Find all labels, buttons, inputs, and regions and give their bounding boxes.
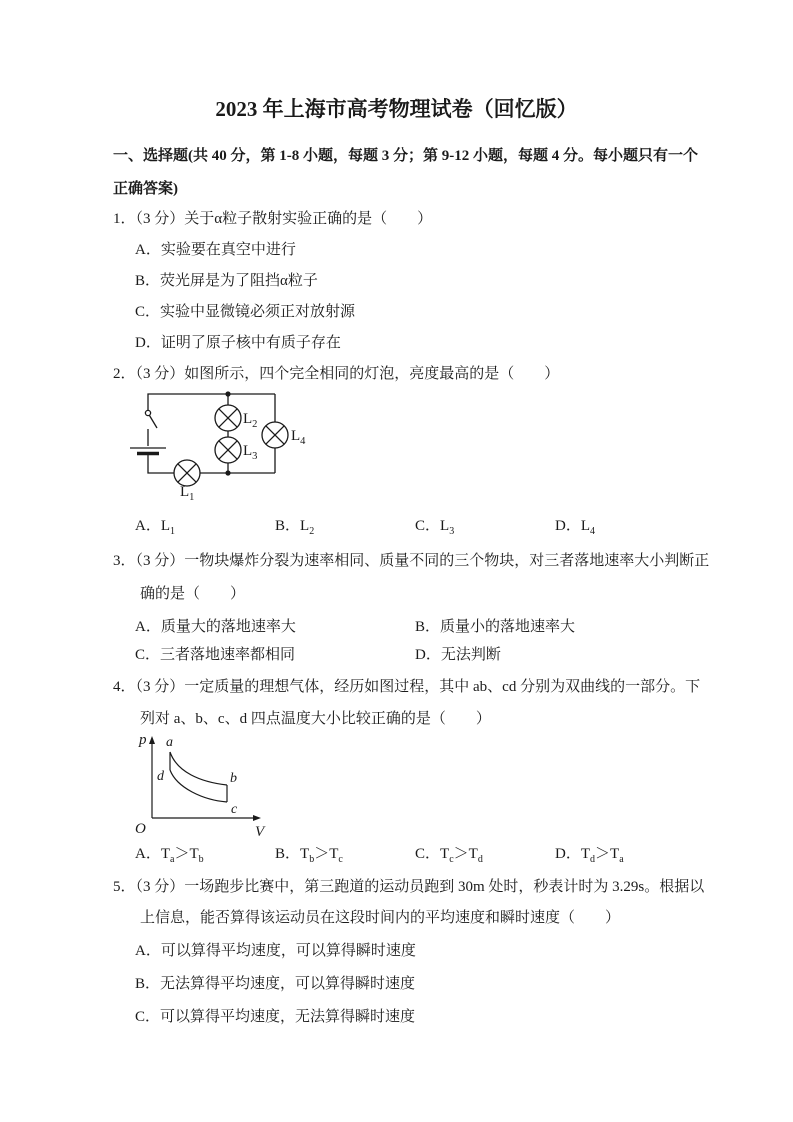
question-5-stem-line1: 5．（3 分）一场跑步比赛中，第三跑道的运动员跑到 30m 处时，秒表计时为 3.29s。根据以 xyxy=(113,879,705,895)
question-1-stem: 1．（3 分）关于α粒子散射实验正确的是（ ） xyxy=(113,211,433,227)
pv-diagram-figure xyxy=(125,728,280,842)
point-label-d: d xyxy=(157,769,164,784)
lamp-label-l3: $L_3$ xyxy=(243,443,258,462)
curve-ab xyxy=(170,752,227,785)
switch-icon xyxy=(145,410,157,446)
lamp-label-l1: $L_1$ xyxy=(180,484,195,503)
junction-dot-top xyxy=(225,391,230,396)
question-2-option-d: D．$L_4$ xyxy=(555,518,596,537)
question-2-option-a: A．$L_1$ xyxy=(135,518,176,537)
question-3-stem-line2: 确的是（ ） xyxy=(140,586,246,602)
circuit-top-wire xyxy=(148,394,275,410)
question-4-stem-line2: 列对 a、b、c、d 四点温度大小比较正确的是（ ） xyxy=(140,711,491,727)
question-3-option-c: C．三者落地速率都相同 xyxy=(135,647,296,663)
origin-label: O xyxy=(135,821,146,837)
question-3-option-d: D．无法判断 xyxy=(415,647,501,663)
page-title: 2023 年上海市高考物理试卷（回忆版） xyxy=(215,97,578,121)
question-3-option-a: A．质量大的落地速率大 xyxy=(135,619,296,635)
lamp-label-l4: $L_4$ xyxy=(291,428,306,447)
question-4-option-a: A．$T_a>T_b$ xyxy=(135,846,204,865)
question-1-option-a: A．实验要在真空中进行 xyxy=(135,242,296,258)
lamp-icon-l4 xyxy=(262,422,288,448)
question-1-option-b: B．荧光屏是为了阻挡α粒子 xyxy=(135,273,318,289)
question-4-option-d: D．$T_d>T_a$ xyxy=(555,846,624,865)
point-label-b: b xyxy=(230,771,237,786)
question-4-stem-line1: 4．（3 分）一定质量的理想气体，经历如图过程，其中 ab、cd 分别为双曲线的一部分。下 xyxy=(113,679,701,695)
question-2-stem: 2．（3 分）如图所示，四个完全相同的灯泡，亮度最高的是（ ） xyxy=(113,366,560,382)
circuit-figure xyxy=(122,390,327,512)
battery-icon xyxy=(130,448,166,457)
curve-dc xyxy=(170,770,227,802)
question-5-option-b: B．无法算得平均速度，可以算得瞬时速度 xyxy=(135,976,416,992)
lamp-icon-l1 xyxy=(174,460,200,486)
v-axis-arrow xyxy=(253,815,261,821)
p-axis-label: p xyxy=(139,732,147,748)
question-4-option-c: C．$T_c>T_d$ xyxy=(415,846,483,865)
lamp-icon-l3 xyxy=(215,437,241,463)
section-header-line1: 一、选择题(共 40 分，第 1-8 小题，每题 3 分；第 9-12 小题，每题 4 分。每小题只有一个 xyxy=(113,148,698,164)
point-label-c: c xyxy=(231,802,238,817)
question-4-option-b: B．$T_b>T_c$ xyxy=(275,846,343,865)
question-5-option-a: A．可以算得平均速度，可以算得瞬时速度 xyxy=(135,943,416,959)
v-axis-label: V xyxy=(255,824,265,840)
lamp-label-l2: $L_2$ xyxy=(243,411,258,430)
question-1-option-d: D．证明了原子核中有质子存在 xyxy=(135,335,341,351)
question-5-option-c: C．可以算得平均速度，无法算得瞬时速度 xyxy=(135,1009,416,1025)
question-2-option-b: B．$L_2$ xyxy=(275,518,315,537)
question-3-option-b: B．质量小的落地速率大 xyxy=(415,619,576,635)
question-1-option-c: C．实验中显微镜必须正对放射源 xyxy=(135,304,356,320)
question-3-stem-line1: 3．（3 分）一物块爆炸分裂为速率相同、质量不同的三个物块，对三者落地速率大小判断正 xyxy=(113,553,710,569)
section-header-line2: 正确答案) xyxy=(113,181,178,197)
point-label-a: a xyxy=(166,735,173,750)
lamp-icon-l2 xyxy=(215,405,241,431)
p-axis-arrow xyxy=(149,736,155,744)
question-2-option-c: C．$L_3$ xyxy=(415,518,455,537)
junction-dot-bottom xyxy=(225,470,230,475)
question-5-stem-line2: 上信息，能否算得该运动员在这段时间内的平均速度和瞬时速度（ ） xyxy=(140,910,621,926)
